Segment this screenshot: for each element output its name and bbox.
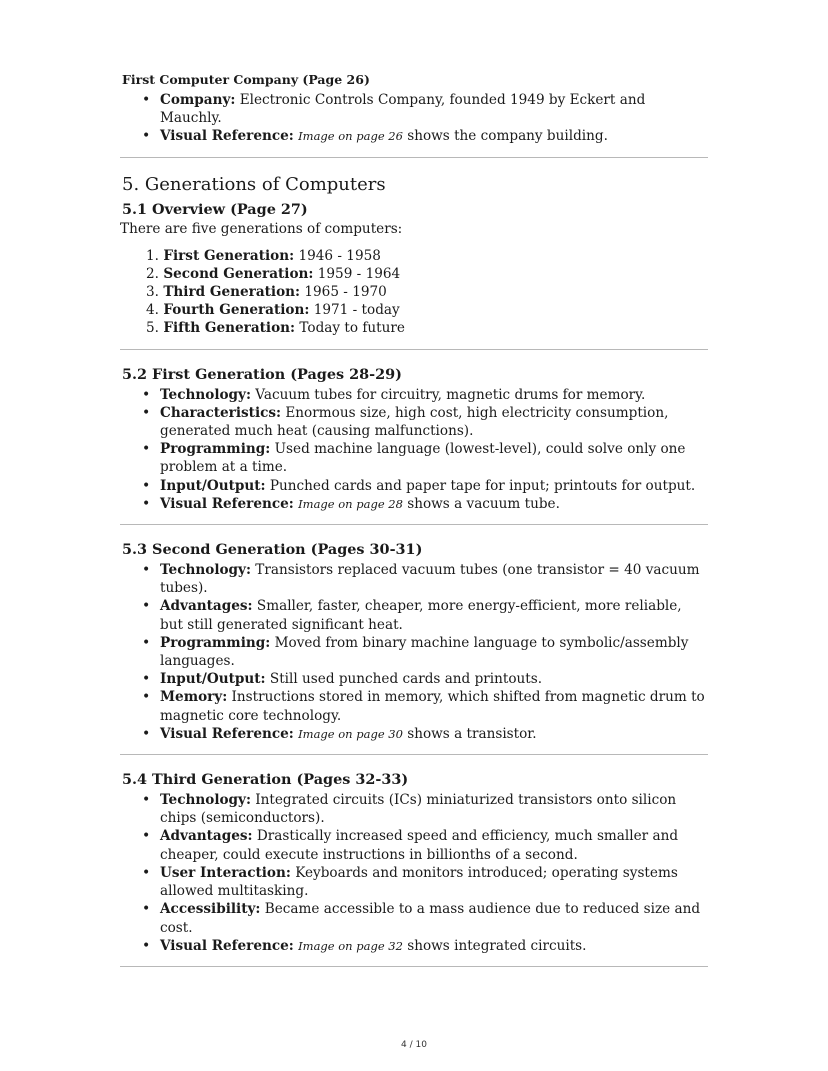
first-generation-heading: 5.2 First Generation (Pages 28-29) [122, 365, 402, 383]
list-item: • Technology: Vacuum tubes for circuitry, magnetic drums for memory. [142, 386, 708, 404]
divider [120, 966, 708, 967]
generations-list [120, 247, 708, 338]
list-item: • Visual Reference: Image on page 32 shows integrated circuits. [142, 937, 708, 955]
list-item [142, 127, 708, 145]
list-item: • Characteristics: Enormous size, high cost, high electricity consumption, generated much heat (causing malfunctions). [142, 404, 708, 440]
list-item: • Visual Reference: Image on page 30 shows a transistor. [142, 725, 708, 743]
list-item: • User Interaction: Keyboards and monitors introduced; operating systems allowed multitasking. [142, 864, 708, 900]
third-generation-heading: 5.4 Third Generation (Pages 32-33) [122, 771, 409, 789]
divider [120, 349, 708, 350]
list-item: 2. Second Generation: 1959 - 1964 [146, 265, 401, 282]
list-item: • Programming: Moved from binary machine language to symbolic/assembly languages. [142, 634, 708, 670]
item-label: Visual Reference: [160, 128, 294, 145]
second-generation-heading: 5.3 Second Generation (Pages 30-31) [122, 541, 423, 559]
list-item: • Visual Reference: Image on page 28 shows a vacuum tube. [142, 495, 708, 513]
item-text: shows the company building. [402, 128, 608, 145]
section-title: 5. Generations of Computers [122, 173, 386, 195]
list-item: • Input/Output: Punched cards and paper tape for input; printouts for output. [142, 477, 708, 495]
divider [120, 524, 708, 525]
divider [120, 754, 708, 755]
list-item: 3. Third Generation: 1965 - 1970 [146, 284, 387, 301]
document-page [120, 70, 708, 983]
item-text: Electronic Controls Company, founded 1949 by Eckert and Mauchly. [160, 92, 646, 127]
page-number: 4 / 10 [401, 1040, 427, 1050]
first-company-heading: First Computer Company (Page 26) [122, 72, 370, 87]
third-generation-list [120, 791, 708, 955]
item-label: Company: [160, 92, 236, 108]
first-company-list [120, 91, 708, 146]
list-item: • Memory: Instructions stored in memory, which shifted from magnetic drum to magnetic core technology. [142, 688, 708, 724]
list-item: • Accessibility: Became accessible to a mass audience due to reduced size and cost. [142, 900, 708, 936]
divider [120, 157, 708, 158]
list-item: • Advantages: Drastically increased speed and efficiency, much smaller and cheaper, could execute instructions in billionths of a second. [142, 827, 708, 863]
second-generation-list [120, 561, 708, 743]
first-generation-list [120, 386, 708, 513]
list-item: • Technology: Integrated circuits (ICs) miniaturized transistors onto silicon chips (semiconductors). [142, 791, 708, 827]
list-item: 5. Fifth Generation: Today to future [146, 320, 405, 337]
list-item [142, 91, 708, 127]
list-item: • Input/Output: Still used punched cards and printouts. [142, 670, 708, 688]
list-item: • Advantages: Smaller, faster, cheaper, more energy-efficient, more reliable, but still generated significant heat. [142, 597, 708, 633]
list-item: 4. Fourth Generation: 1971 - today [146, 302, 400, 319]
overview-heading: 5.1 Overview (Page 27) [122, 200, 308, 218]
list-item: • Technology: Transistors replaced vacuum tubes (one transistor = 40 vacuum tubes). [142, 561, 708, 597]
overview-intro: There are five generations of computers: [120, 220, 403, 237]
list-item: 1. First Generation: 1946 - 1958 [146, 247, 381, 264]
image-reference: Image on page 28 [298, 496, 403, 511]
image-reference: Image on page 32 [298, 938, 403, 953]
list-item: • Programming: Used machine language (lowest-level), could solve only one problem at a time. [142, 440, 708, 476]
image-reference: Image on page 26 [298, 129, 403, 144]
image-reference: Image on page 30 [298, 726, 403, 741]
